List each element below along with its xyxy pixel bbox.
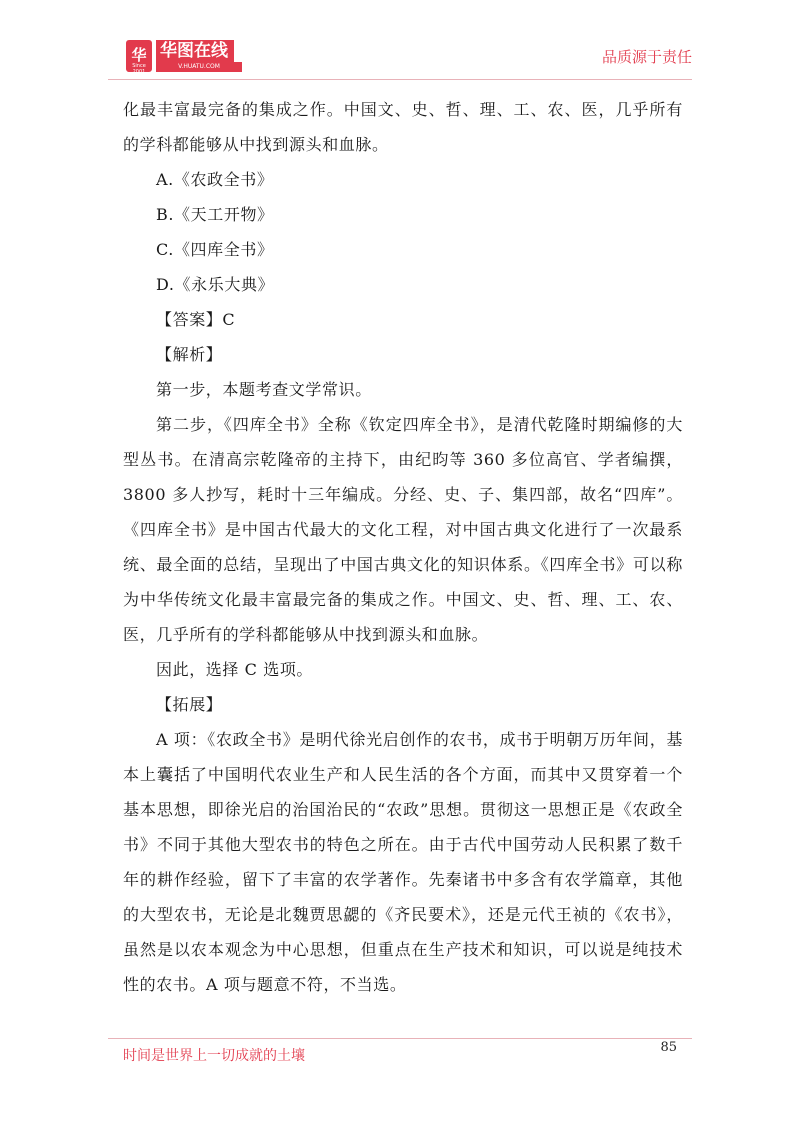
logo-url: V.HUATU.COM <box>156 62 242 72</box>
analysis-conclusion: 因此，选择 C 选项。 <box>156 660 314 679</box>
logo-badge-icon <box>126 40 152 75</box>
analysis-step-1: 第一步，本题考查文学常识。 <box>156 380 372 399</box>
extension-option-a: A 项：《农政全书》是明代徐光启创作的农书，成书于明朝万历年间，基本上囊括了中国明代农业生产和人民生活的各个方面，而其中又贯穿着一个基本思想，即徐光启的治国治民的“农政”思想。贯彻这一思想正是《农政全书》不同于其他大型农书的特色之所在。由于古代中国劳动人民积累了数千年的耕作经验，留下了丰富的农学著作。先秦诸书中多含有农学篇章，其他的大型农书，无论是北魏贾思勰的《齐民要术》，还是元代王祯的《农书》，虽然是以农本观念为中心思想，但重点在生产技术和知识，可以说是纯技术性的农书。A 项与题意不符，不当选。 <box>123 730 683 994</box>
extension-heading: 【拓展】 <box>156 695 223 714</box>
option-b: B.《天工开物》 <box>156 205 274 224</box>
page-header <box>0 0 800 80</box>
page-content <box>123 92 683 1002</box>
option-d: D.《永乐大典》 <box>156 275 275 294</box>
logo-mark: 华 <box>131 46 147 64</box>
option-a: A.《农政全书》 <box>156 170 274 189</box>
analysis-step-2: 第二步，《四库全书》全称《钦定四库全书》，是清代乾隆时期编修的大型丛书。在清高宗乾隆帝的主持下，由纪昀等 360 多位高官、学者编撰，3800 多人抄写，耗时十三年编成。分经、史、子、集四部，故名“四库”。《四库全书》是中国古代最大的文化工程，对中国古典文化进行了一次最系统、最全面的总结，呈现出了中国古典文化的知识体系。《四库全书》可以称为中华传统文化最丰富最完备的集成之作。中国文、史、哲、理、工、农、医，几乎所有的学科都能够从中找到源头和血脉。 <box>123 415 683 644</box>
header-slogan: 品质源于责任 <box>601 48 692 66</box>
header-divider <box>108 79 692 80</box>
option-c: C.《四库全书》 <box>156 240 274 259</box>
question-intro-tail: 化最丰富最完备的集成之作。中国文、史、哲、理、工、农、医，几乎所有的学科都能够从中找到源头和血脉。 <box>123 100 683 154</box>
analysis-heading: 【解析】 <box>156 345 223 364</box>
page-number: 85 <box>660 1040 677 1055</box>
answer: 【答案】C <box>156 310 236 329</box>
footer-motto: 时间是世界上一切成就的土壤 <box>123 1048 305 1064</box>
logo-name: 华图在线 <box>156 40 234 62</box>
logo-mark-sub: Since 2001 <box>132 63 146 75</box>
huatu-logo <box>126 40 244 74</box>
footer-divider <box>108 1038 692 1039</box>
